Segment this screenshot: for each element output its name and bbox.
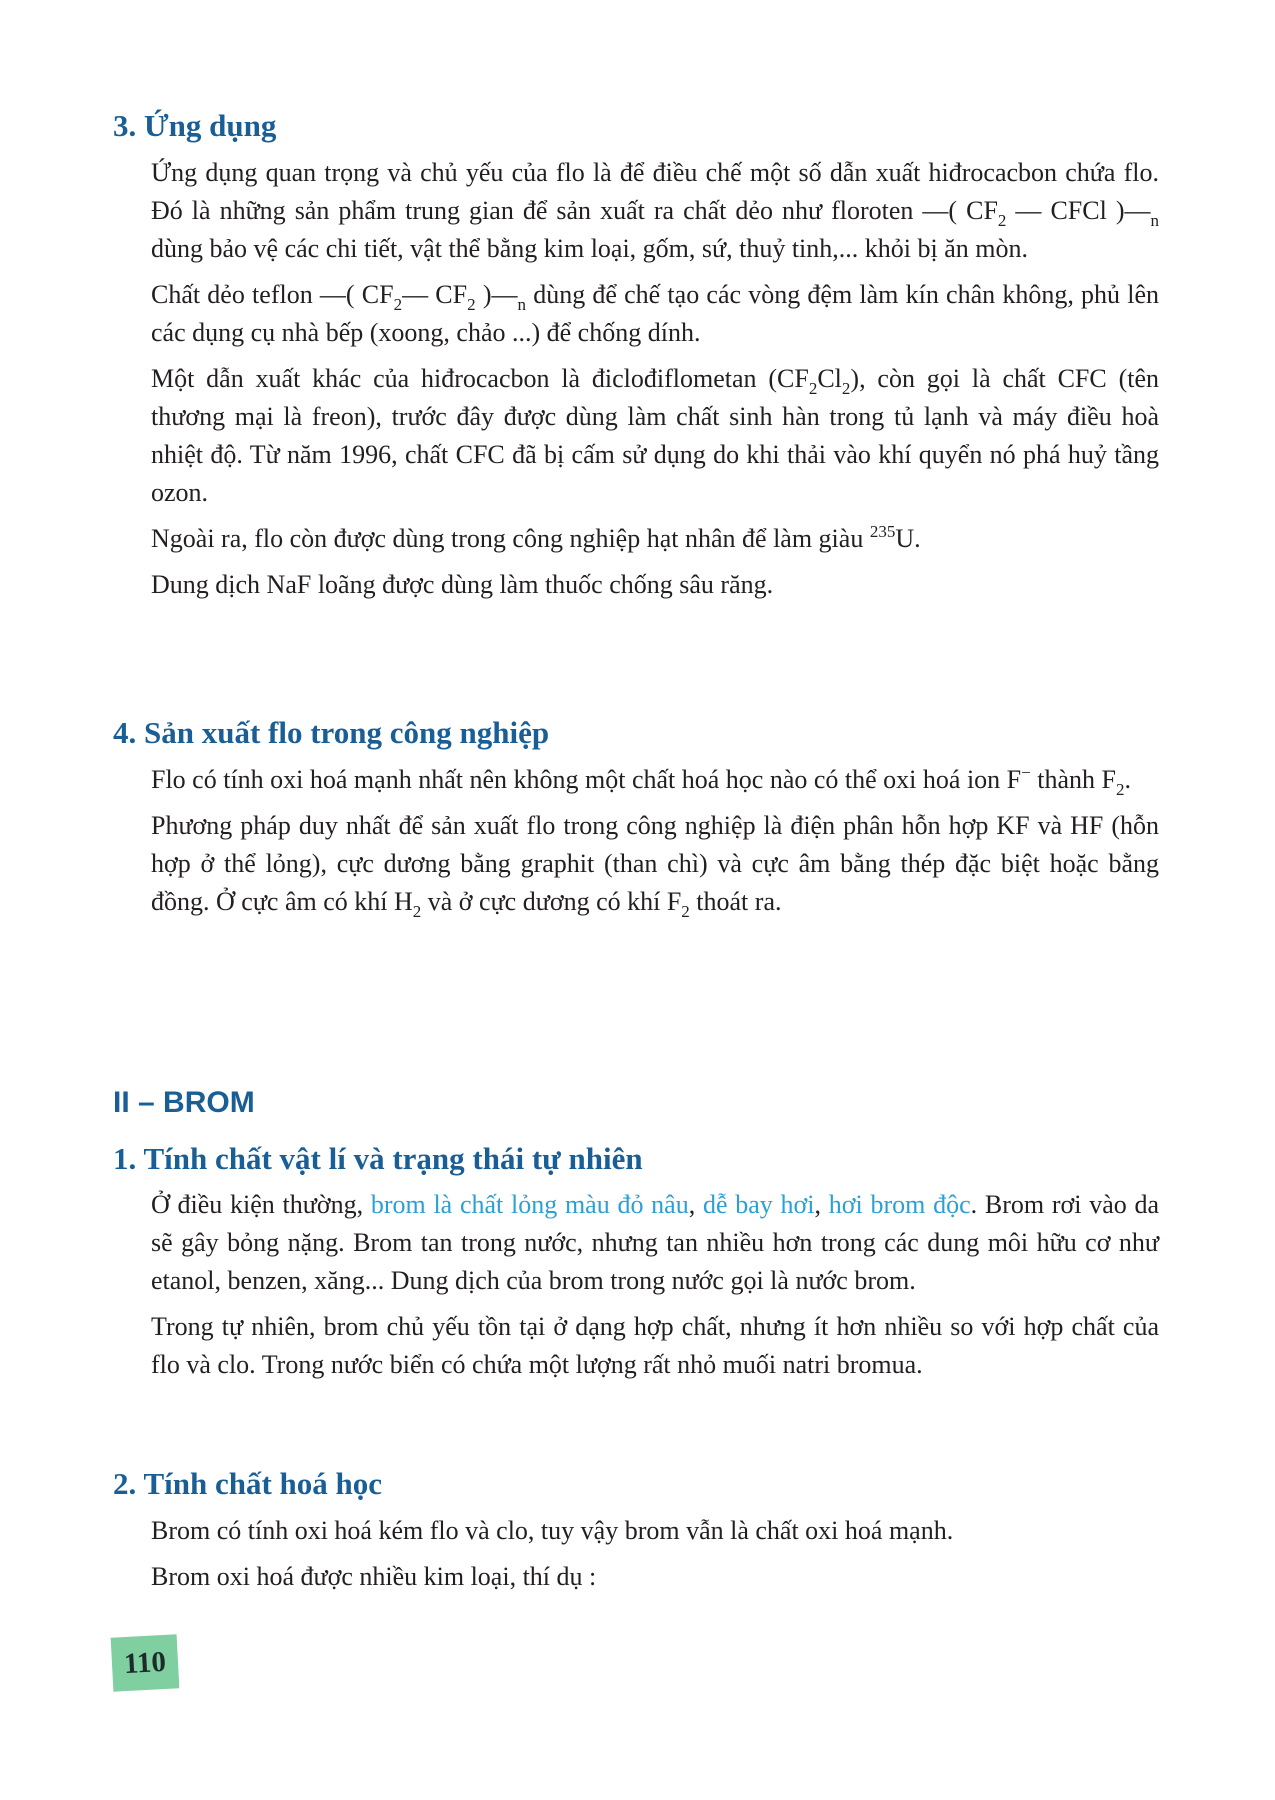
paragraph: Flo có tính oxi hoá mạnh nhất nên không một chất hoá học nào có thể oxi hoá ion F− thành $F_2$. — [151, 763, 1131, 799]
section-4-heading: 4. Sản xuất flo trong công nghiệp — [113, 715, 550, 750]
highlight-term: hơi brom độc — [828, 1190, 971, 1219]
brom-section-2-body — [151, 1512, 1159, 1604]
brom-section-1-body — [151, 1186, 1159, 1392]
paragraph: Phương pháp duy nhất để sản xuất flo trong công nghiệp là điện phân hỗn hợp KF và HF (hỗn hợp ở thể lỏng), cực dương bằng graphit (than chì) và cực âm bằng thép đặc biệt hoặc bằng đồng. Ở cực âm có khí $H_2$ và ở cực dương có khí $F_2$ thoát ra. — [151, 811, 1159, 921]
paragraph: Ở điều kiện thường, brom là chất lỏng màu đỏ nâu, dễ bay hơi, hơi brom độc. Brom rơi vào da sẽ gây bỏng nặng. Brom tan trong nước, nhưng tan nhiều hơn trong các dung môi hữu cơ như etanol, benzen, xăng... Dung dịch của brom trong nước gọi là nước brom. — [151, 1190, 1160, 1295]
paragraph: Ngoài ra, flo còn được dùng trong công nghiệp hạt nhân để làm giàu $^{235}$U. — [151, 522, 921, 553]
paragraph: Một dẫn xuất khác của hiđrocacbon là điclođiflometan $(CF_2Cl_2)$, còn gọi là chất CFC (tên thương mại là freon), trước đây được dùng làm chất sinh hàn trong tủ lạnh và máy điều hoà nhiệt độ. Từ năm 1996, chất CFC đã bị cấm sử dụng do khi thải vào khí quyển nó phá huỷ tầng ozon. — [151, 364, 1159, 507]
paragraph: Trong tự nhiên, brom chủ yếu tồn tại ở dạng hợp chất, nhưng ít hơn nhiều so với hợp chất của flo và clo. Trong nước biển có chứa một lượng rất nhỏ muối natri bromua. — [151, 1312, 1159, 1379]
paragraph: Brom oxi hoá được nhiều kim loại, thí dụ : — [151, 1562, 597, 1591]
paragraph: Brom có tính oxi hoá kém flo và clo, tuy vậy brom vẫn là chất oxi hoá mạnh. — [151, 1516, 954, 1545]
section-3-body — [151, 154, 1159, 612]
paragraph: Dung dịch NaF loãng được dùng làm thuốc chống sâu răng. — [151, 570, 774, 599]
part-ii-heading: II – BROM — [113, 1086, 255, 1119]
section-4-body — [151, 761, 1159, 929]
paragraph: Ứng dụng quan trọng và chủ yếu của flo là để điều chế một số dẫn xuất hiđrocacbon chứa flo. Đó là những sản phẩm trung gian để sản xuất ra chất dẻo như floroten —( $CF_2$ — CFCl )$—_n$ dùng bảo vệ các chi tiết, vật thể bằng kim loại, gốm, sứ, thuỷ tinh,... khỏi bị ăn mòn. — [151, 158, 1159, 263]
teflon-formula: —( $CF_2—$ $CF_2$ )$—_n$ — [319, 280, 526, 314]
section-3-heading: 3. Ứng dụng — [113, 108, 277, 143]
brom-section-2-heading: 2. Tính chất hoá học — [113, 1466, 383, 1501]
paragraph: Chất dẻo teflon —( $CF_2—$ $CF_2$ )$—_n$ dùng để chế tạo các vòng đệm làm kín chân không, phủ lên các dụng cụ nhà bếp (xoong, chảo ...) để chống dính. — [151, 280, 1159, 347]
highlight-term: brom là chất lỏng màu đỏ nâu — [370, 1190, 689, 1219]
brom-section-1-heading: 1. Tính chất vật lí và trạng thái tự nhiên — [113, 1141, 643, 1176]
page-number-badge: 110 — [111, 1634, 180, 1691]
highlight-term: dễ bay hơi — [702, 1190, 815, 1219]
floroten-formula: —( $CF_2$ — CFCl )$—_n$ — [922, 196, 1159, 230]
